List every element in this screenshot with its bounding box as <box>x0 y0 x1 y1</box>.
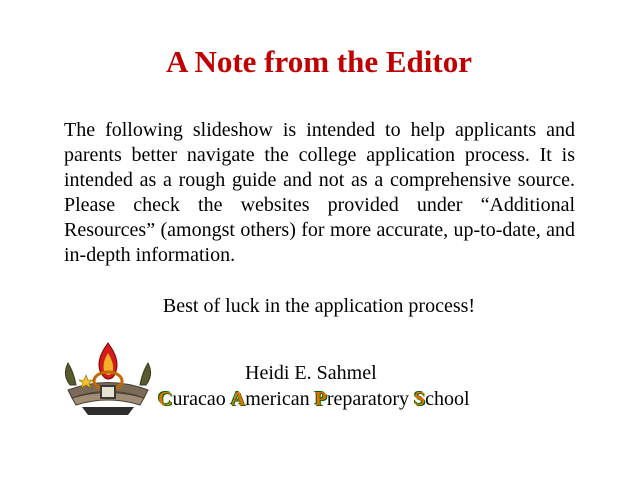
school-initial-p: P <box>314 388 327 410</box>
school-initial-a: A <box>230 388 246 410</box>
editor-note-paragraph: The following slideshow is intended to help applicants and parents better navigate the college application process. It is intended as a rough guide and not as a comprehensive source. Please check the websites provided under “Additional Resources” (amongst others) for more accurate, up-to-date, and in-depth information. <box>64 119 575 266</box>
school-initial-s: S <box>414 388 426 410</box>
school-crest-icon <box>58 335 158 420</box>
editor-signature: Heidi E. Sahmel <box>245 362 377 384</box>
school-name <box>158 388 470 411</box>
school-word-rest: chool <box>425 388 470 410</box>
school-word-rest: reparatory <box>326 388 414 410</box>
school-word-rest: merican <box>245 388 315 410</box>
slide-title: A Note from the Editor <box>166 44 472 79</box>
closing-line: Best of luck in the application process! <box>162 295 476 317</box>
school-initial-c: C <box>158 388 173 410</box>
school-word-rest: uracao <box>172 388 231 410</box>
